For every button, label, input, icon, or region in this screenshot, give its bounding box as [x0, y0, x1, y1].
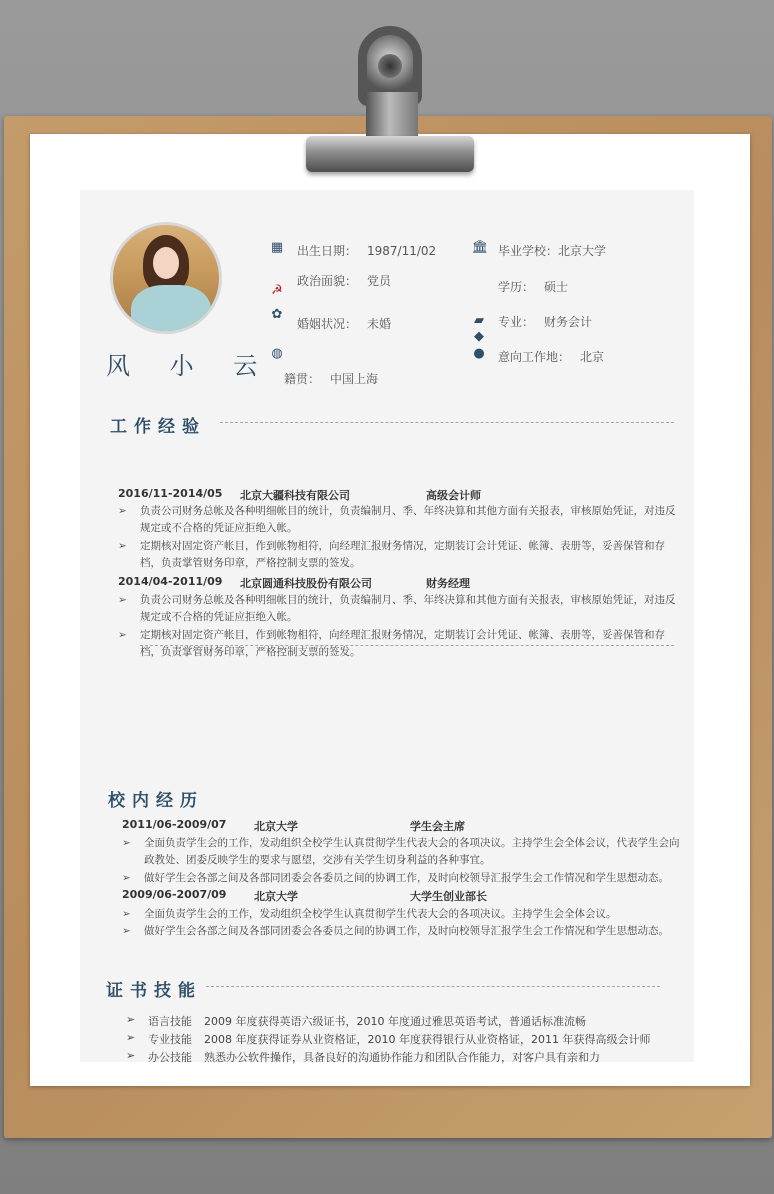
section-divider [220, 422, 674, 423]
university-icon: 🏛 [471, 240, 489, 255]
avatar-face [153, 247, 179, 279]
flower-icon: ✿ [271, 307, 283, 322]
avatar-coat [131, 285, 211, 334]
section-title-skills: 证书技能 [106, 981, 202, 1001]
person-name: 风 小 云 [106, 352, 274, 380]
calendar-icon: ▦ [270, 240, 284, 255]
section-title-campus: 校内经历 [108, 791, 204, 811]
clip-body [366, 92, 418, 142]
info-degree: 学历： 硕士 [498, 280, 569, 294]
graduation-cap-icon: ◆ [474, 329, 484, 344]
section-divider [206, 986, 660, 987]
location-icon: ● [473, 346, 485, 361]
book-icon: ▰ [474, 313, 484, 328]
info-marital: 婚姻状况： 未婚 [297, 317, 392, 331]
section-title-work: 工作经验 [110, 417, 206, 437]
info-work-location: 意向工作地： 北京 [498, 350, 605, 364]
info-hometown: 籍贯： 中国上海 [284, 372, 379, 386]
clip-hole [378, 54, 402, 78]
entry-divider [140, 645, 674, 646]
info-major: 专业： 财务会计 [498, 315, 593, 329]
info-politics: 政治面貌： 党员 [297, 274, 392, 288]
party-icon: ☭ [271, 283, 283, 298]
avatar [110, 222, 222, 334]
info-school: 毕业学校：北京大学 [498, 244, 607, 258]
info-birthdate: 出生日期： 1987/11/02 [297, 244, 437, 258]
clip-base [306, 136, 474, 172]
globe-icon: ◍ [271, 346, 283, 361]
